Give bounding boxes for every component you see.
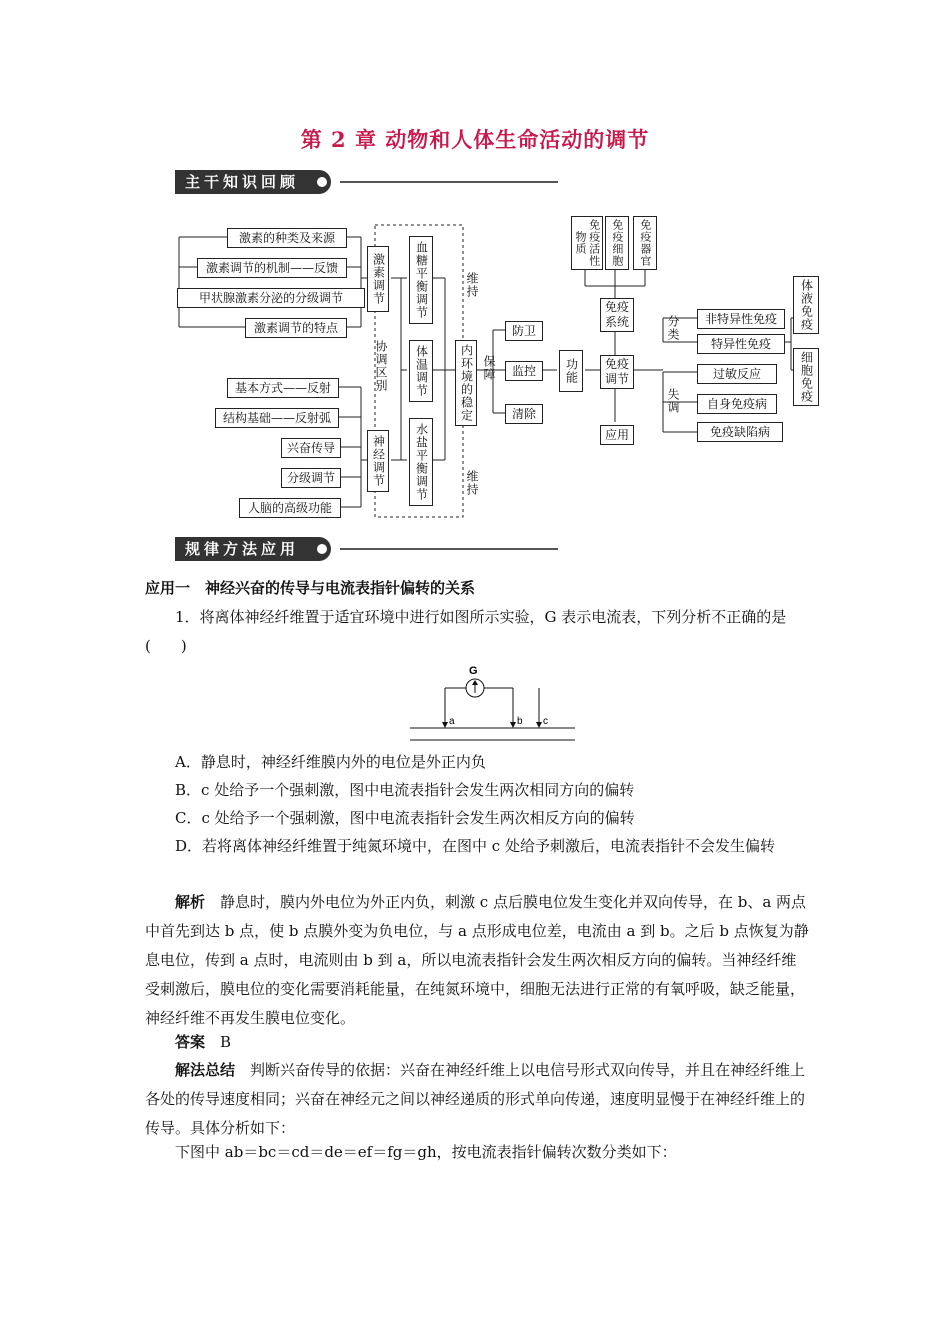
knowledge-diagram [175,210,814,520]
monitor-box: 监控 [505,361,543,381]
option-d: D．若将离体神经纤维置于纯氮环境中，在图中 c 处给予刺激后，电流表指针不会发生偏转 [175,837,775,855]
specific-box: 特异性免疫 [697,334,785,354]
maintain-label: 维持 [465,272,479,298]
immune-active-box: 免疫活性物质 [571,216,603,270]
autoimmune-box: 自身免疫病 [697,394,777,414]
immune-organ-box: 免疫器官 [633,216,657,270]
page-title: 第 2 章 动物和人体生命活动的调节 [300,127,650,152]
question-text: 1．将离体神经纤维置于适宜环境中进行如图所示实验，G 表示电流表，下列分析不正确的是( ) [145,608,787,655]
nerve-regulation-box: 神经调节 [367,430,389,492]
immune-cell-box: 免疫细胞 [605,216,629,270]
analysis-paragraph [145,888,810,1033]
diagram-box: 结构基础——反射弧 [215,408,339,428]
answer-line [145,1028,810,1057]
diagram-box: 激素的种类及来源 [227,228,347,248]
immune-system-box: 免疫系统 [600,298,634,332]
internal-env-box: 内环境的稳定 [455,340,477,426]
circuit-drawing [405,660,580,750]
section-header-review [175,170,560,196]
clear-box: 清除 [505,404,543,424]
answer-value: B [220,1033,232,1051]
classify-label: 分类 [666,315,680,341]
summary-text: 判断兴奋传导的依据：兴奋在神经纤维上以电信号形式双向传导，并且在神经纤维上各处的传导速度相同；兴奋在神经元之间以神经递质的形式单向传递，速度明显慢于在神经纤维上的传导。具体分析如下： [145,1061,806,1137]
application-title: 应用一 神经兴奋的传导与电流表指针偏转的关系 [145,579,476,597]
divider [340,181,558,183]
bullet-icon [317,544,327,554]
circuit-figure [405,660,580,750]
cellular-box: 细胞免疫 [793,348,819,406]
section-header-method [175,537,560,563]
point-c-label: c [543,716,548,727]
blood-sugar-box: 血糖平衡调节 [409,236,433,324]
water-salt-box: 水盐平衡调节 [409,418,433,506]
option-c: C．c 处给予一个强刺激，图中电流表指针会发生两次相反方向的偏转 [175,809,635,827]
summary-paragraph [145,1056,810,1143]
allergy-box: 过敏反应 [697,364,777,384]
analysis-label: 解析 [175,893,206,911]
function-box: 功能 [559,350,583,392]
diagram-box: 激素调节的机制——反馈 [197,258,347,278]
disorder-label: 失调 [666,388,680,414]
diagram-box: 人脑的高级功能 [239,498,341,518]
diagram-box: 甲状腺激素分泌的分级调节 [177,288,365,308]
guarantee-label: 保障 [482,355,496,381]
diagram-box: 分级调节 [281,468,341,488]
bullet-icon [317,177,327,187]
coord-label: 协调区别 [374,340,388,392]
last-line: 下图中 ab＝bc＝cd＝de＝ef＝fg＝gh，按电流表指针偏转次数分类如下： [175,1143,677,1161]
diagram-box: 基本方式——反射 [227,378,339,398]
section-label: 主干知识回顾 [175,170,331,194]
galvanometer-label: G [469,665,478,677]
diagram-box: 兴奋传导 [281,438,341,458]
analysis-text: 静息时，膜内外电位为外正内负，刺激 c 点后膜电位发生变化并双向传导，在 b、a 两点中首先到达 b 点，使 b 点膜外变为负电位，与 a 点形成电位差，电流由 a 到 b。之后 b 点恢复为静息电位，传到 a 点时，电流则由 b 到 a，所以电流表指针会发生两次相反方向的偏转。当神经纤维受刺激后，膜电位的变化需要消耗能量，在纯氮环境中，细胞无法进行正常的有氧呼吸，缺乏能量，神经纤维不再发生膜电位变化。 [145,893,809,1027]
hormone-regulation-box: 激素调节 [367,246,389,312]
option-a: A．静息时，神经纤维膜内外的电位是外正内负 [175,753,486,771]
section-label: 规律方法应用 [175,537,331,561]
immune-regulation-box: 免疫调节 [600,355,634,389]
point-b-label: b [517,716,523,727]
body-temp-box: 体温调节 [409,340,433,402]
humoral-box: 体液免疫 [793,276,819,334]
divider [340,548,558,550]
option-b: B．c 处给予一个强刺激，图中电流表指针会发生两次相同方向的偏转 [175,781,635,799]
defense-box: 防卫 [505,321,543,341]
summary-label: 解法总结 [175,1061,236,1079]
answer-label: 答案 [175,1033,206,1051]
nonspecific-box: 非特异性免疫 [697,309,785,329]
maintain-label: 维持 [465,470,479,496]
diagram-box: 激素调节的特点 [245,318,347,338]
immunodeficiency-box: 免疫缺陷病 [697,422,783,442]
point-a-label: a [449,716,455,727]
apply-box: 应用 [600,425,634,445]
